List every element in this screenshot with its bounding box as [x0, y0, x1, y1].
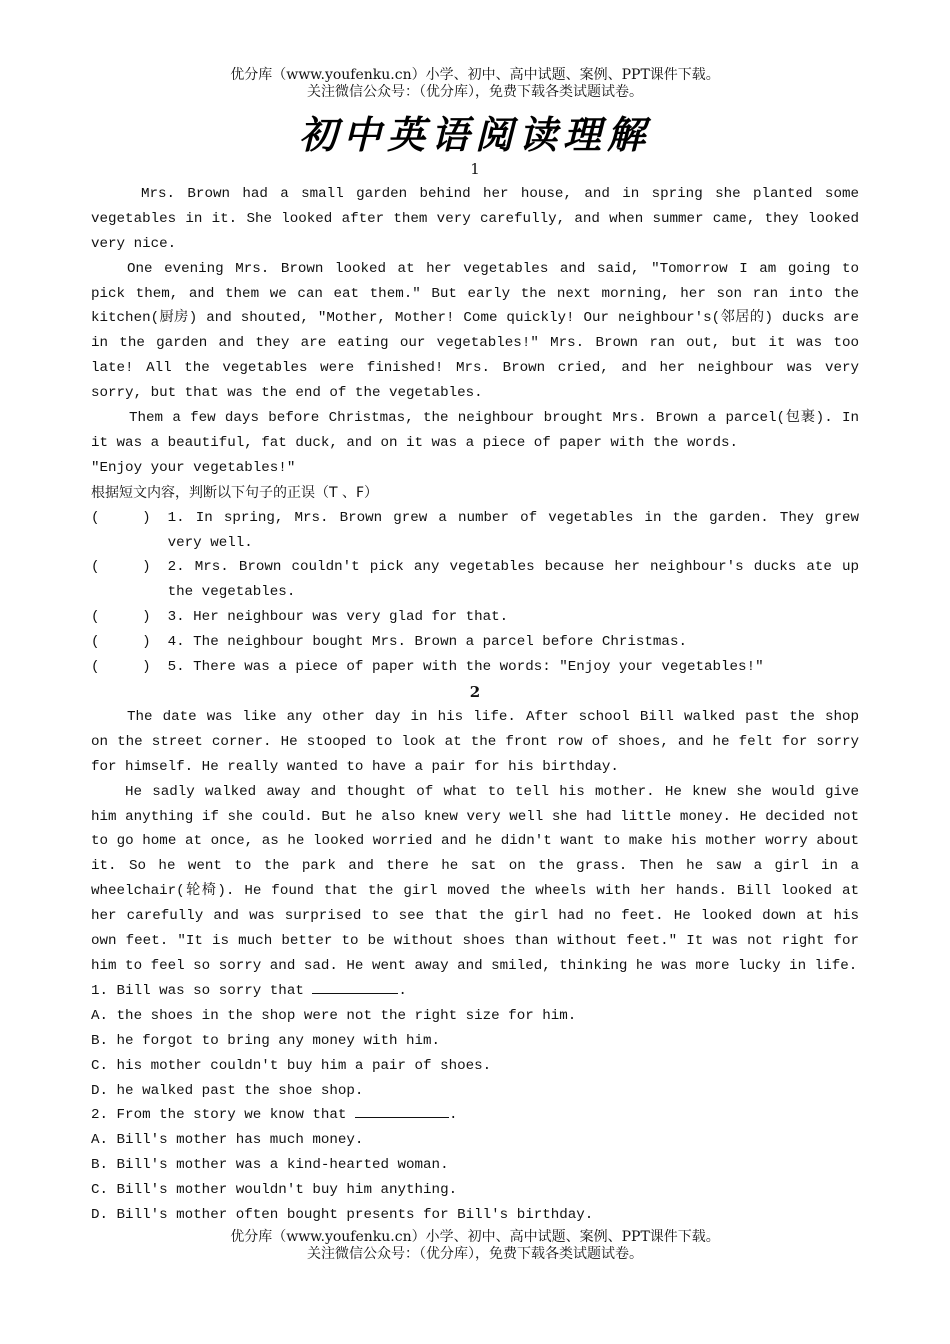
header-line-1: 优分库（www.youfenku.cn）小学、初中、高中试题、案例、PPT课件下载。	[230, 67, 720, 83]
answer-option[interactable]: B. Bill's mother was a kind-hearted woman.	[91, 1157, 449, 1174]
answer-blank[interactable]	[312, 979, 398, 994]
true-false-question	[91, 655, 859, 680]
answer-bracket[interactable]: ( )	[91, 659, 168, 676]
answer-blank[interactable]	[355, 1103, 449, 1118]
page-header	[0, 67, 950, 101]
answer-option[interactable]: C. his mother couldn't buy him a pair of shoes.	[91, 1057, 492, 1074]
answer-option[interactable]: D. he walked past the shoe shop.	[91, 1082, 364, 1099]
header-line-2: 关注微信公众号：（优分库），免费下载各类试题试卷。	[307, 84, 643, 100]
question-stem-end: .	[398, 982, 407, 999]
passage-paragraph: Them a few days before Christmas, the neighbour brought Mrs. Brown a parcel(包裹). In it was a beautiful, fat duck, and on it was a piece of paper with the words.	[91, 410, 859, 451]
answer-bracket[interactable]: ( )	[91, 509, 168, 526]
answer-option[interactable]: C. Bill's mother wouldn't buy him anything.	[91, 1182, 458, 1199]
question-text: 2. Mrs. Brown couldn't pick any vegetables because her neighbour's ducks ate up the vegetables.	[167, 559, 859, 601]
question-text: 4. The neighbour bought Mrs. Brown a parcel before Christmas.	[167, 634, 687, 651]
answer-option[interactable]: D. Bill's mother often bought presents for Bill's birthday.	[91, 1207, 594, 1224]
passage-paragraph: One evening Mrs. Brown looked at her vegetables and said, "Tomorrow I am going to pick them, and them we can eat them." But early the next morning, her son ran into the kitchen(厨房) and shouted, "Mother, Mother! Come quickly! Our neighbour's(邻居的) ducks are in the garden and they are eating our vegetables!" Mrs. Brown ran out, but it was too late! All the vegetables were finished! Mrs. Brown cried, and her neighbour was very sorry, but that was the end of the vegetables.	[91, 260, 859, 402]
page-footer	[0, 1229, 950, 1263]
answer-bracket[interactable]: ( )	[91, 559, 168, 576]
passage-paragraph: Mrs. Brown had a small garden behind her house, and in spring she planted some vegetables in it. She looked after them very carefully, and when summer came, they looked very nice.	[91, 185, 859, 252]
answer-option[interactable]: B. he forgot to bring any money with him.	[91, 1032, 441, 1049]
question-text: 3. Her neighbour was very glad for that.	[167, 609, 509, 626]
question-text: 1. In spring, Mrs. Brown grew a number of vegetables in the garden. They grew very well.	[167, 509, 859, 551]
true-false-question	[91, 506, 859, 556]
question-stem	[91, 979, 859, 1004]
question-text: 5. There was a piece of paper with the words: "Enjoy your vegetables!"	[167, 659, 764, 676]
document-body	[91, 157, 859, 1228]
question-stem-end: .	[448, 1107, 458, 1124]
question-stem-text: 2. From the story we know that	[91, 1107, 355, 1124]
page-title: 初中英语阅读理解	[298, 112, 651, 157]
true-false-question	[91, 630, 859, 655]
true-false-question	[91, 605, 859, 630]
question-stem	[91, 1103, 859, 1128]
true-false-question	[91, 555, 859, 605]
section-number: 2	[469, 683, 481, 702]
question-instruction: 根据短文内容，判断以下句子的正误（T 、F）	[91, 484, 379, 501]
footer-line-2: 关注微信公众号：（优分库），免费下载各类试题试卷。	[307, 1246, 643, 1262]
passage-quote-line: "Enjoy your vegetables!"	[91, 459, 296, 476]
section-number: 1	[470, 160, 480, 178]
answer-bracket[interactable]: ( )	[91, 634, 168, 651]
answer-option[interactable]: A. Bill's mother has much money.	[91, 1132, 364, 1149]
answer-option[interactable]: A. the shoes in the shop were not the right size for him.	[91, 1007, 577, 1024]
passage-paragraph: The date was like any other day in his life. After school Bill walked past the shop on the street corner. He stooped to look at the front row of shoes, and he felt for sorry for himself. He really wanted to have a pair for his birthday.	[91, 708, 859, 775]
question-stem-text: 1. Bill was so sorry that	[91, 982, 313, 999]
answer-bracket[interactable]: ( )	[91, 609, 168, 626]
footer-line-1: 优分库（www.youfenku.cn）小学、初中、高中试题、案例、PPT课件下载。	[230, 1229, 720, 1245]
passage-paragraph: He sadly walked away and thought of what to tell his mother. He knew she would give him anything if she could. But he also knew very well she had little money. He decided not to go home at once, as he looked worried and he didn't want to make his mother worry about it. So he went to the park and there he sat on the grass. Then he saw a girl in a wheelchair(轮椅). He found that the girl moved the wheels with her hands. Bill looked at her carefully and was surprised to see that the girl had no feet. He looked down at his own feet. "It is much better to be without shoes than without feet." It was not right for him to feel so sorry and sad. He went away and smiled, thinking he was more lucky in life.	[91, 783, 859, 974]
